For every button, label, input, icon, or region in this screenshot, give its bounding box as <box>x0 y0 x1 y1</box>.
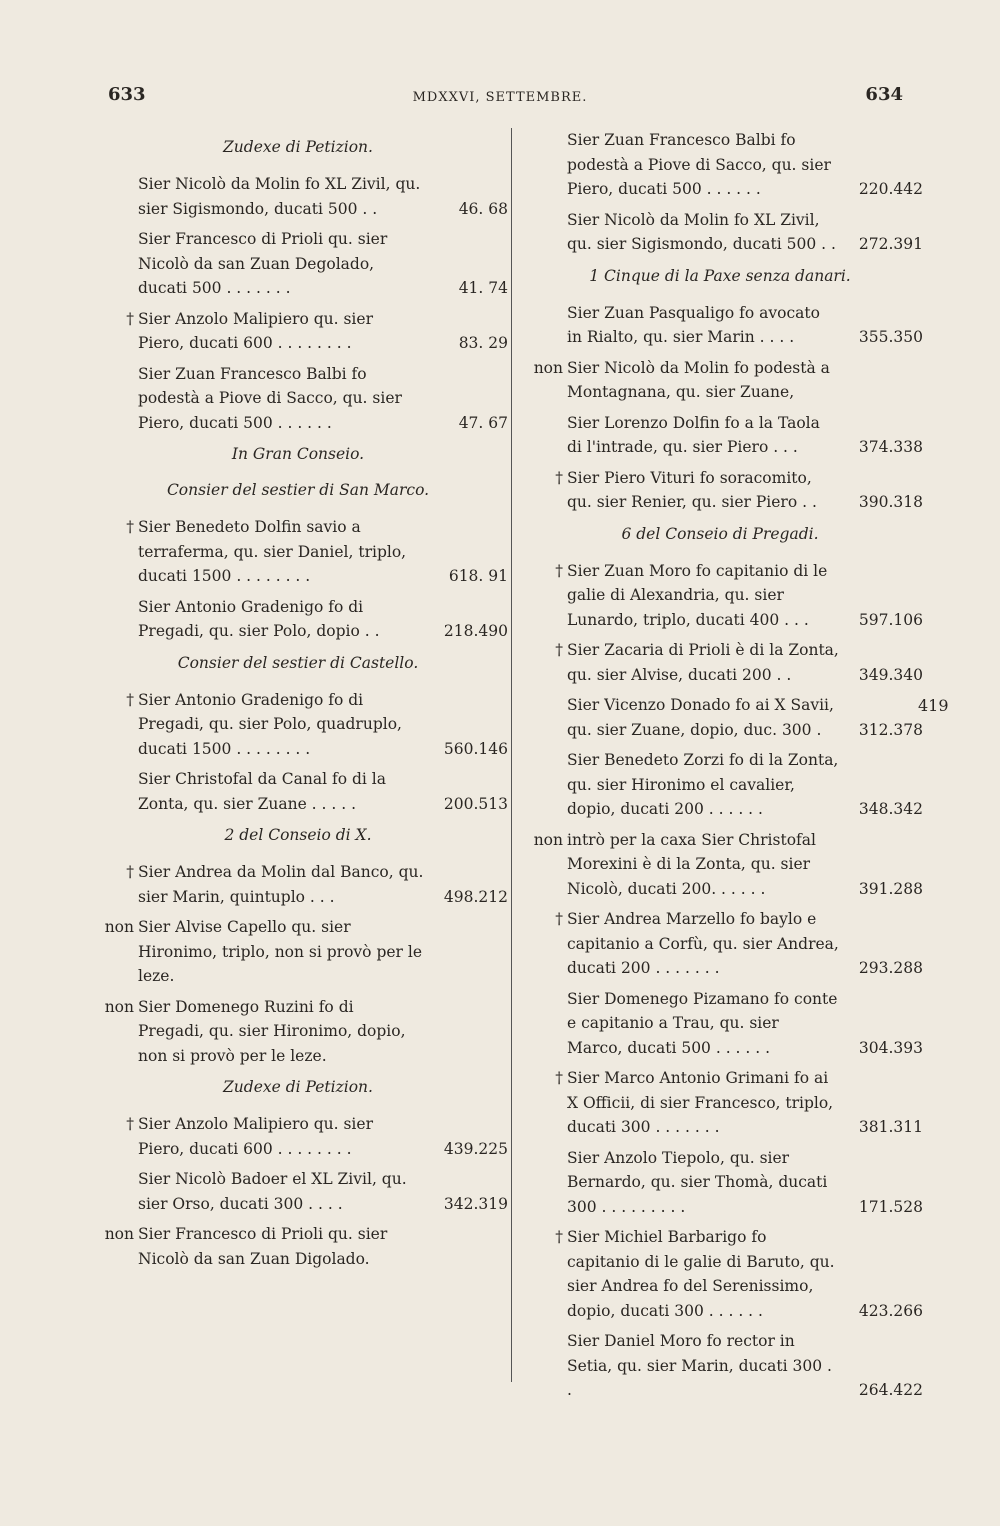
ballot-entry <box>88 767 508 816</box>
entry-votes: 348.342 <box>858 800 923 818</box>
entry-text: Sier Benedeto Zorzi fo di la Zonta, qu. sier Hironimo el cavalier, dopio, ducati 200 . . . . . . <box>567 751 839 818</box>
entry-votes: 560.146 <box>443 739 508 758</box>
ballot-entry <box>517 356 923 405</box>
entry-text: Sier Andrea da Molin dal Banco, qu. sier Marin, quintuplo . . . <box>138 863 424 906</box>
entry-text: Sier Andrea Marzello fo baylo e capitanio a Corfù, qu. sier Andrea, ducati 200 . . . . . . . <box>567 910 839 977</box>
entry-text: Sier Francesco di Prioli qu. sier Nicolò da san Zuan Digolado. <box>138 1225 388 1268</box>
section-heading: In Gran Conseio. <box>231 445 365 463</box>
ballot-entry <box>88 227 508 301</box>
ballot-entry <box>517 638 923 687</box>
section-heading: Zudexe di Petizion. <box>223 138 373 156</box>
section-heading: Consier del sestier di Castello. <box>177 653 419 672</box>
right-column <box>517 128 923 1409</box>
entry-text: Sier Zuan Francesco Balbi fo podestà a Piove di Sacco, qu. sier Piero, ducati 500 . . . . . . <box>138 364 402 432</box>
entry-votes: 220.442 <box>858 180 923 198</box>
entry-votes: 304.393 <box>858 1038 923 1057</box>
ballot-entry <box>517 208 923 257</box>
ballot-entry <box>517 411 923 460</box>
entry-mark: † <box>126 309 134 328</box>
ballot-entry <box>517 693 923 742</box>
entry-text: Sier Lorenzo Dolfin fo a la Taola di l'intrade, qu. sier Piero . . . <box>567 413 820 456</box>
entry-votes: 272.391 <box>858 235 923 253</box>
entry-mark: † <box>555 468 563 487</box>
margin-note: 419 <box>918 696 949 715</box>
entry-votes: 312.378 <box>858 720 923 739</box>
entry-text: Sier Vicenzo Donado fo ai X Savii, qu. sier Zuane, dopio, duc. 300 . <box>567 696 834 739</box>
entry-text: Sier Antonio Gradenigo fo di Pregadi, qu. sier Polo, dopio . . <box>138 597 380 640</box>
right-page-number: 634 <box>865 84 903 105</box>
entry-mark: † <box>555 1069 563 1087</box>
column-divider <box>511 128 512 1382</box>
entry-votes: 293.288 <box>858 959 923 977</box>
entry-votes: 47. 67 <box>458 413 508 432</box>
ballot-entry <box>517 748 923 822</box>
page-header <box>0 84 1000 114</box>
entry-text: Sier Anzolo Malipiero qu. sier Piero, ducati 600 . . . . . . . . <box>138 1115 373 1158</box>
running-title: MDXXVI, SETTEMBRE. <box>412 90 588 105</box>
entry-mark: † <box>126 863 134 881</box>
entry-text: Sier Zuan Francesco Balbi fo podestà a Piove di Sacco, qu. sier Piero, ducati 500 . . . . . . <box>567 131 831 198</box>
entry-votes: 349.340 <box>858 665 923 684</box>
entry-text: Sier Zacaria di Prioli è di la Zonta, qu. sier Alvise, ducati 200 . . <box>567 641 839 684</box>
entry-votes: 218.490 <box>443 622 508 640</box>
entry-votes: 46. 68 <box>458 199 508 218</box>
entry-votes: 423.266 <box>858 1301 923 1320</box>
entry-text: Sier Francesco di Prioli qu. sier Nicolò da san Zuan Degolado, ducati 500 . . . . . . . <box>138 230 388 297</box>
ballot-entry <box>88 515 508 589</box>
entry-mark: † <box>126 518 134 536</box>
entry-text: Sier Nicolò da Molin fo XL Zivil, qu. sier Sigismondo, ducati 500 . . <box>138 175 421 218</box>
entry-text: Sier Christofal da Canal fo di la Zonta, qu. sier Zuane . . . . . <box>138 770 386 813</box>
left-column <box>88 128 508 1277</box>
ballot-entry <box>88 688 508 762</box>
ballot-entry <box>517 1225 923 1323</box>
ballot-entry <box>517 987 923 1061</box>
ballot-entry <box>88 915 508 989</box>
entry-text: Sier Piero Vituri fo soracomito, qu. sier Renier, qu. sier Piero . . <box>567 468 817 511</box>
entry-votes: 381.311 <box>858 1118 923 1136</box>
entry-votes: 264.422 <box>858 1381 923 1399</box>
ballot-entry <box>88 860 508 909</box>
ballot-entry <box>88 172 508 221</box>
entry-mark: † <box>555 910 563 928</box>
entry-text: Sier Zuan Pasqualigo fo avocato in Rialto, qu. sier Marin . . . . <box>567 303 820 346</box>
ballot-entry <box>88 1112 508 1161</box>
entry-mark: † <box>555 641 563 659</box>
entry-votes: 171.528 <box>858 1197 923 1216</box>
entry-text: Sier Anzolo Tiepolo, qu. sier Bernardo, qu. sier Thomà, ducati 300 . . . . . . . . . <box>567 1148 828 1216</box>
entry-mark: non <box>104 1225 134 1243</box>
entry-text: Sier Alvise Capello qu. sier Hironimo, triplo, non si provò per le leze. <box>138 918 423 985</box>
entry-votes: 498.212 <box>443 887 508 906</box>
ballot-entry <box>88 307 508 356</box>
entry-mark: non <box>104 918 134 936</box>
entry-votes: 41. 74 <box>458 279 508 297</box>
entry-votes: 618. 91 <box>448 567 508 585</box>
entry-text: Sier Michiel Barbarigo fo capitanio di le galie di Baruto, qu. sier Andrea fo del Serenissimo, dopio, ducati 300 . . . . . . <box>567 1228 835 1320</box>
entry-mark: non <box>533 358 563 377</box>
entry-mark: non <box>533 830 563 849</box>
entry-text: Sier Nicolò da Molin fo XL Zivil, qu. sier Sigismondo, ducati 500 . . <box>567 210 836 253</box>
entry-votes: 390.318 <box>858 493 923 511</box>
entry-votes: 597.106 <box>858 610 923 629</box>
ballot-entry <box>88 595 508 644</box>
ballot-entry <box>517 301 923 350</box>
entry-votes: 391.288 <box>858 879 923 898</box>
ballot-entry <box>517 559 923 633</box>
entry-mark: † <box>555 561 563 580</box>
entry-text: Sier Domenego Pizamano fo conte e capitanio a Trau, qu. sier Marco, ducati 500 . . . . . . <box>567 989 838 1057</box>
entry-text: Sier Marco Antonio Grimani fo ai X Officii, di sier Francesco, triplo, ducati 300 . . . . . . . <box>567 1069 834 1136</box>
entry-text: Sier Nicolò da Molin fo podestà a Montagnana, qu. sier Zuane, <box>567 358 830 401</box>
entry-votes: 200.513 <box>443 794 508 813</box>
entry-mark: non <box>104 997 134 1016</box>
ballot-entry <box>88 1222 508 1271</box>
entry-votes: 83. 29 <box>458 334 508 352</box>
ballot-entry <box>517 907 923 981</box>
ballot-entry <box>517 466 923 515</box>
ballot-entry <box>517 1329 923 1403</box>
entry-text: Sier Anzolo Malipiero qu. sier Piero, ducati 600 . . . . . . . . <box>138 309 373 352</box>
ballot-entry <box>517 1066 923 1140</box>
ballot-entry <box>88 1167 508 1216</box>
ballot-entry <box>517 1146 923 1220</box>
ballot-entry <box>88 995 508 1069</box>
section-heading: Consier del sestier di San Marco. <box>166 481 430 499</box>
section-heading: 2 del Conseio di X. <box>224 826 372 844</box>
ballot-entry <box>517 128 923 202</box>
entry-text: Sier Antonio Gradenigo fo di Pregadi, qu. sier Polo, quadruplo, ducati 1500 . . . . . . . . <box>138 690 402 758</box>
entry-votes: 439.225 <box>443 1139 508 1158</box>
entry-votes: 342.319 <box>443 1194 508 1213</box>
entry-text: Sier Nicolò Badoer el XL Zivil, qu. sier Orso, ducati 300 . . . . <box>138 1170 407 1213</box>
entry-text: Sier Domenego Ruzini fo di Pregadi, qu. sier Hironimo, dopio, non si provò per le leze. <box>138 997 406 1065</box>
entry-mark: † <box>126 690 134 709</box>
entry-text: Sier Benedeto Dolfin savio a terraferma, qu. sier Daniel, triplo, ducati 1500 . . . . . . . . <box>138 518 407 585</box>
ballot-entry <box>517 828 923 902</box>
section-heading: Zudexe di Petizion. <box>223 1078 373 1096</box>
entry-text: Sier Daniel Moro fo rector in Setia, qu. sier Marin, ducati 300 . . <box>567 1332 832 1399</box>
entry-mark: † <box>555 1228 563 1246</box>
entry-votes: 355.350 <box>858 328 923 346</box>
entry-mark: † <box>126 1115 134 1133</box>
section-heading: 6 del Conseio di Pregadi. <box>621 524 819 543</box>
ballot-entry <box>88 362 508 436</box>
entry-text: Sier Zuan Moro fo capitanio di le galie di Alexandria, qu. sier Lunardo, triplo, ducati 400 . . . <box>567 561 828 629</box>
left-page-number: 633 <box>108 84 146 105</box>
section-heading: 1 Cinque di la Paxe senza danari. <box>589 266 851 285</box>
entry-votes: 374.338 <box>858 438 923 456</box>
entry-text: intrò per la caxa Sier Christofal Morexini è di la Zonta, qu. sier Nicolò, ducati 200. . . . . . <box>567 830 816 898</box>
